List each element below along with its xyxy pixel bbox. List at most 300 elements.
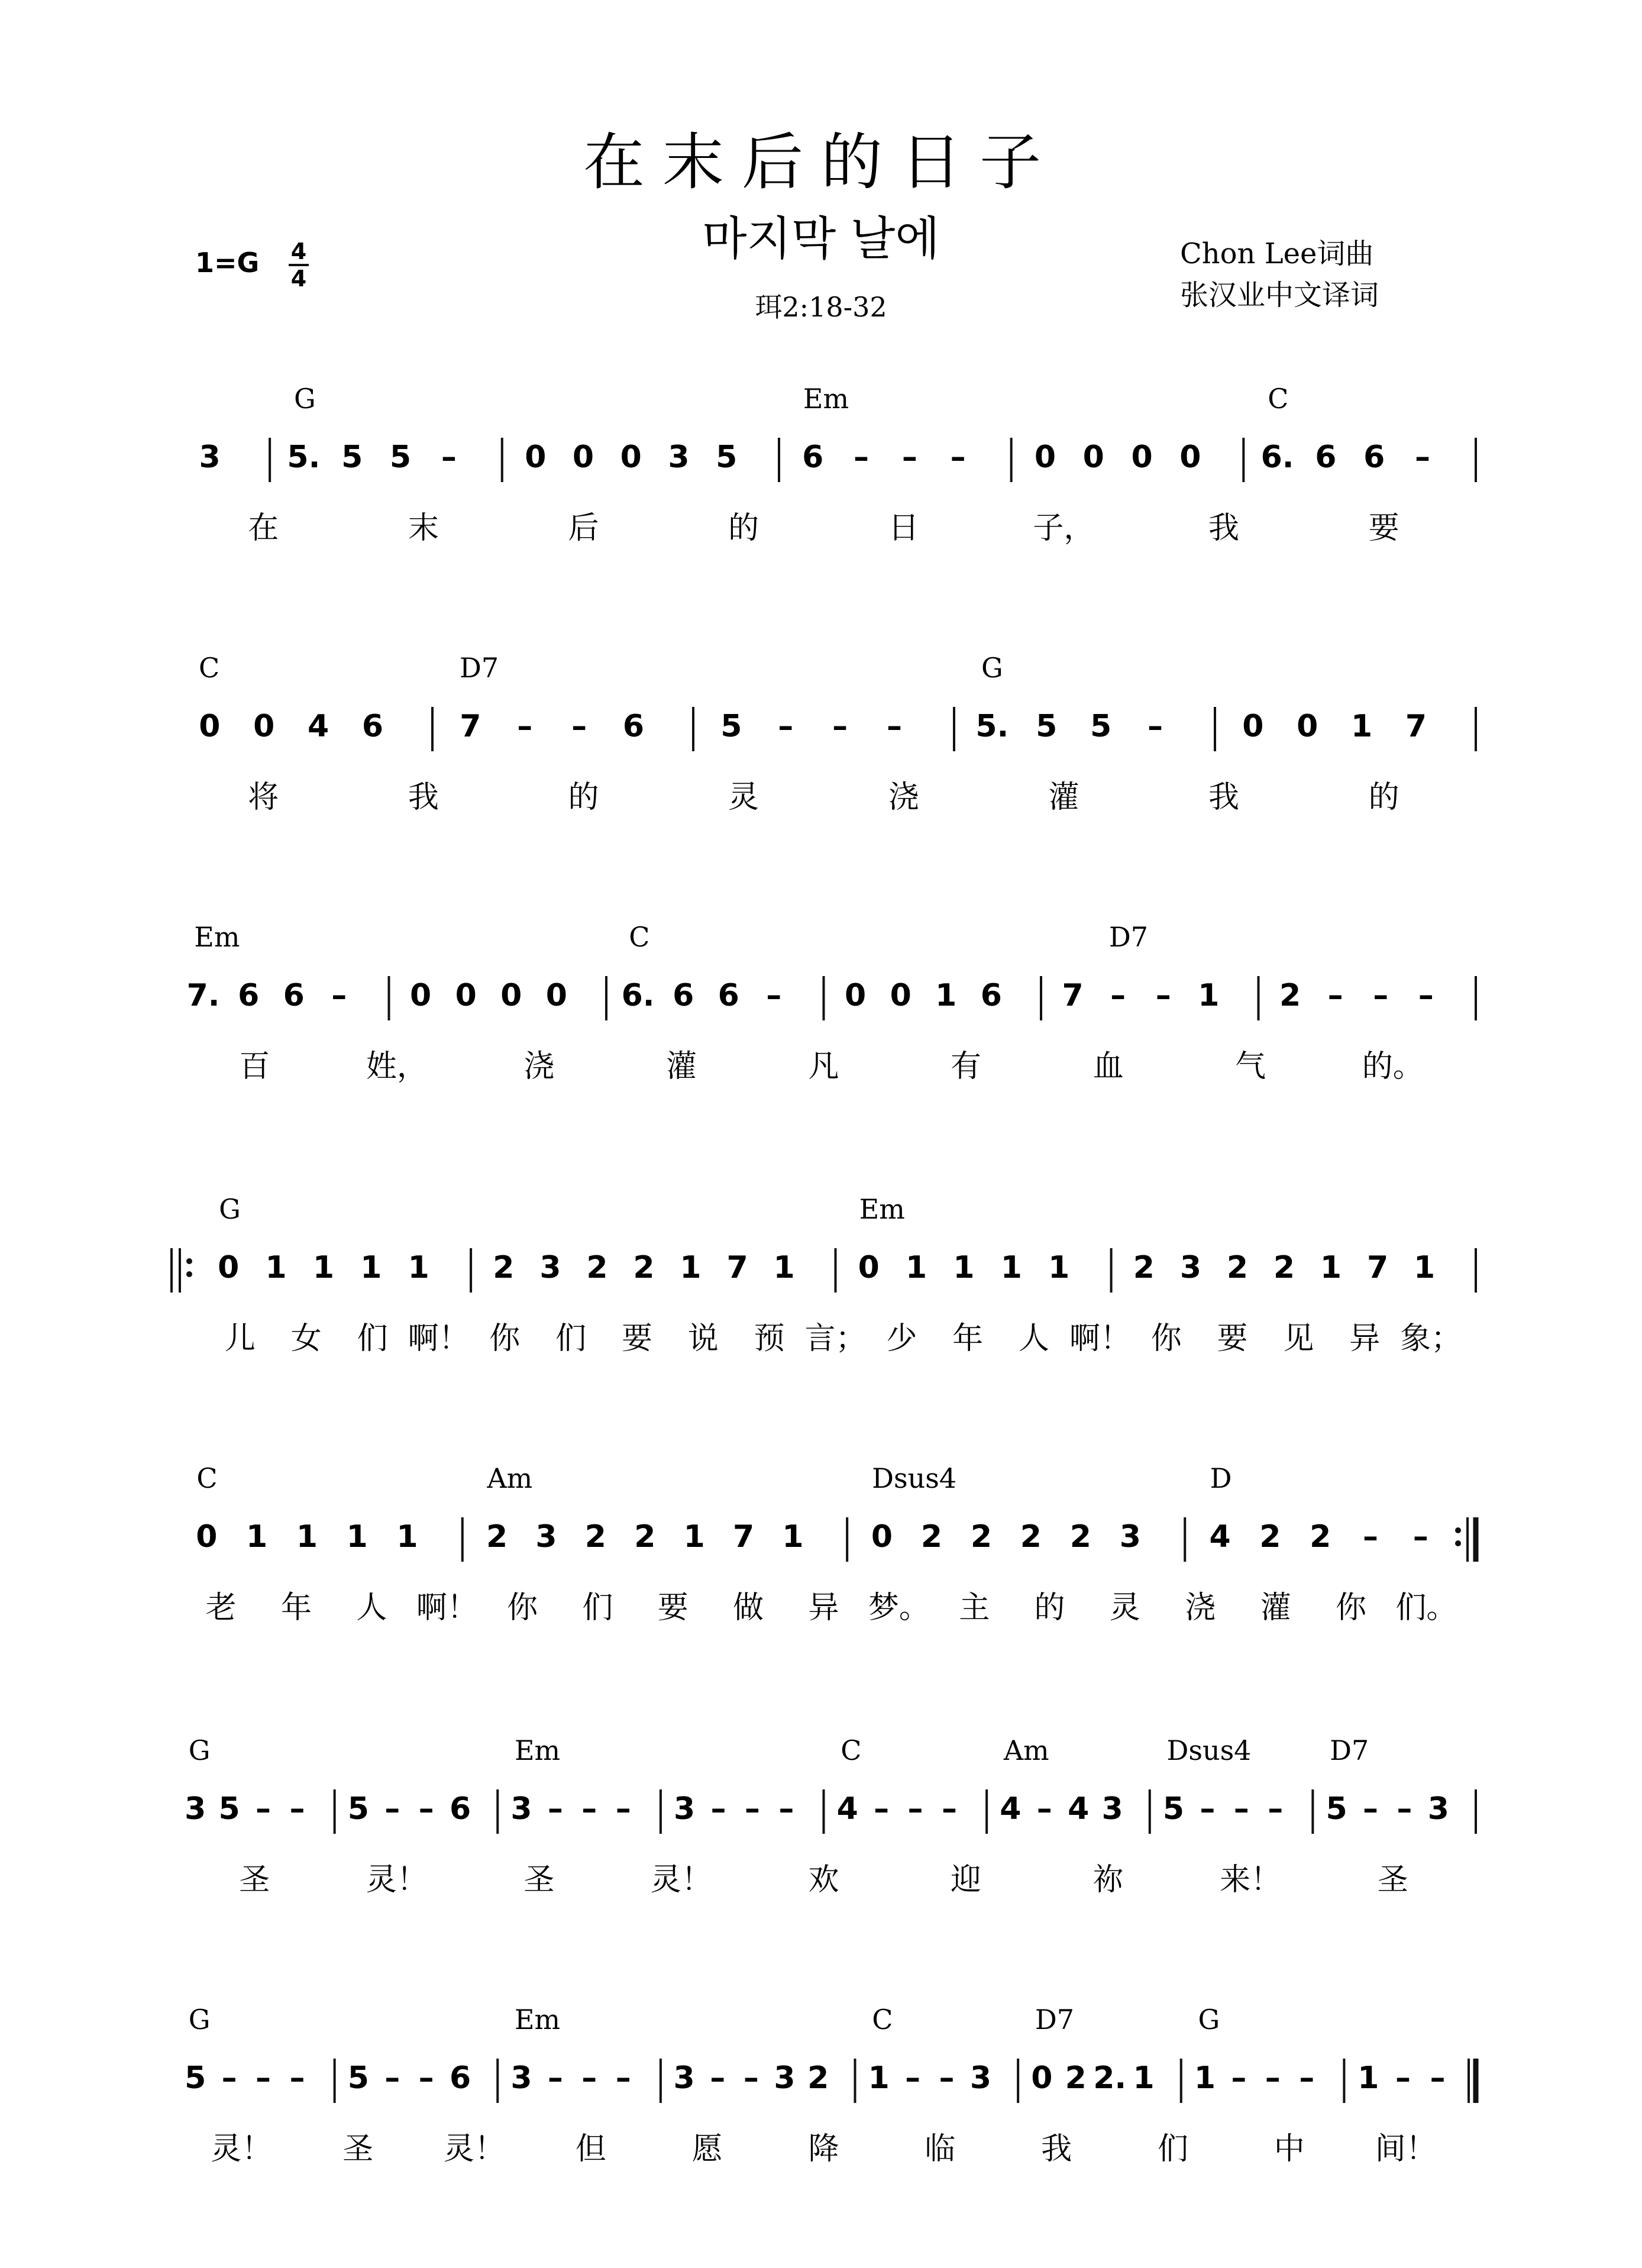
note: 1: [1133, 2060, 1155, 2096]
note: –: [384, 2060, 400, 2096]
note: –: [1430, 2060, 1446, 2096]
note: 2: [807, 2060, 829, 2096]
lyric-syllable: 灵！: [211, 2131, 273, 2167]
note: –: [517, 709, 533, 744]
lyric-syllable: 末: [408, 511, 439, 546]
lyric-syllable: 灵: [728, 780, 759, 815]
note: –: [1327, 978, 1343, 1013]
note: 1: [1048, 1250, 1070, 1285]
lyric-syllable: 老: [205, 1590, 237, 1626]
note: –: [1412, 1519, 1428, 1555]
note: 5: [218, 1791, 240, 1827]
note: –: [547, 2060, 563, 2096]
lyric-syllable: 的: [1368, 780, 1399, 815]
note: 0: [845, 978, 867, 1013]
note: 5: [347, 2060, 369, 2096]
note: 0: [1034, 440, 1056, 475]
note: 0: [196, 1519, 218, 1555]
note: 0: [1297, 709, 1318, 744]
chord-symbol: Am: [487, 1462, 533, 1494]
note: –: [778, 709, 794, 744]
note: 3: [199, 440, 221, 475]
note: –: [1397, 1791, 1412, 1827]
note: 2: [493, 1250, 515, 1285]
note: 3: [969, 2060, 992, 2096]
note: –: [874, 1791, 890, 1827]
note: –: [1362, 1791, 1378, 1827]
note: –: [1147, 709, 1163, 744]
lyric-syllable: 愿: [691, 2131, 723, 2167]
note: –: [615, 1791, 631, 1827]
chord-symbol: C: [198, 652, 220, 684]
note: –: [1155, 978, 1171, 1013]
note: 0: [500, 978, 522, 1013]
note: 4: [1209, 1519, 1231, 1555]
note: –: [418, 1791, 434, 1827]
note: 1: [396, 1519, 418, 1555]
note: –: [743, 2060, 759, 2096]
lyric-syllable: 血: [1092, 1049, 1124, 1084]
lyric-syllable: 凡: [808, 1049, 839, 1084]
note: –: [1299, 2060, 1315, 2096]
note: 4: [1000, 1791, 1022, 1827]
score-system: [199, 652, 1476, 815]
lyric-syllable: 要: [1368, 511, 1399, 546]
note: 3: [1179, 1250, 1202, 1285]
note: 1: [1194, 2060, 1216, 2096]
note: 0: [410, 978, 432, 1013]
lyric-syllable: 少: [886, 1321, 917, 1356]
time-signature-top: 4: [290, 238, 307, 264]
note: 2: [920, 1519, 943, 1555]
lyric-syllable: 灌: [1048, 780, 1079, 815]
chord-symbol: D: [1210, 1462, 1232, 1494]
chord-symbol: G: [1198, 2004, 1220, 2036]
lyric-syllable: 的: [1034, 1590, 1065, 1626]
note: 6: [283, 978, 305, 1013]
note: –: [1415, 440, 1431, 475]
chord-symbol: C: [629, 921, 650, 953]
chord-symbol: Em: [514, 1734, 561, 1766]
note: 2.: [1093, 2060, 1127, 2096]
note: –: [1231, 2060, 1247, 2096]
note: 1: [935, 978, 957, 1013]
note: –: [289, 2060, 305, 2096]
note: 0: [620, 440, 642, 475]
lyric-syllable: 啊！: [1069, 1321, 1131, 1356]
note: 2: [1020, 1519, 1042, 1555]
lyric-syllable: 浇: [1185, 1590, 1216, 1626]
lyric-syllable: 但: [575, 2131, 606, 2167]
repeat-dot: [186, 1258, 192, 1264]
note: 1: [1198, 978, 1220, 1013]
note: –: [950, 440, 966, 475]
note: –: [939, 2060, 955, 2096]
note: 2: [584, 1519, 606, 1555]
note: 3: [510, 2060, 532, 2096]
lyric-syllable: 年: [952, 1321, 984, 1356]
note: 2: [1069, 1519, 1091, 1555]
note: –: [289, 1791, 305, 1827]
chord-symbol: Am: [1003, 1734, 1049, 1766]
chord-symbol: Em: [514, 2004, 561, 2036]
note: –: [886, 709, 902, 744]
note: 6: [1315, 440, 1337, 475]
note: –: [547, 1791, 563, 1827]
note: 1: [1320, 1250, 1342, 1285]
lyric-syllable: 要: [1217, 1321, 1248, 1356]
lyric-syllable: 浇: [888, 780, 919, 815]
note: 2: [1273, 1250, 1295, 1285]
note: 6: [449, 2060, 471, 2096]
note: –: [1265, 2060, 1281, 2096]
note: –: [901, 440, 917, 475]
lyric-syllable: 要: [657, 1590, 689, 1626]
chord-symbol: C: [841, 1734, 862, 1766]
chord-symbol: D7: [459, 652, 499, 684]
note: 0: [858, 1250, 880, 1285]
note: 0: [545, 978, 567, 1013]
chord-symbol: G: [188, 1734, 211, 1766]
note: 6: [622, 709, 645, 744]
note: –: [615, 2060, 631, 2096]
chord-symbol: C: [196, 1462, 218, 1494]
note: 0: [572, 440, 594, 475]
lyric-syllable: 的: [728, 511, 759, 546]
note: 7: [1366, 1250, 1389, 1285]
note: –: [1418, 978, 1434, 1013]
lyric-syllable: 祢: [1092, 1862, 1124, 1898]
lyric-syllable: 日: [888, 511, 919, 546]
note: 5: [716, 440, 738, 475]
repeat-dot: [1455, 1540, 1461, 1546]
note: 0: [525, 440, 547, 475]
note: –: [744, 1791, 760, 1827]
lyric-syllable: 人: [1019, 1321, 1050, 1356]
score-system: [172, 1193, 1476, 1356]
note: –: [1200, 1791, 1216, 1827]
note: 3: [673, 2060, 695, 2096]
note: 6: [980, 978, 1002, 1013]
lyric-syllable: 你: [489, 1321, 521, 1356]
chord-symbol: Em: [859, 1193, 905, 1225]
note: 4: [1068, 1791, 1090, 1827]
note: 6: [1363, 440, 1385, 475]
note: 0: [455, 978, 477, 1013]
note: 5.: [287, 440, 321, 475]
lyric-syllable: 我: [408, 780, 439, 815]
lyric-syllable: 我: [1208, 780, 1240, 815]
note: –: [1036, 1791, 1052, 1827]
note: 2: [633, 1250, 655, 1285]
note: 2: [1259, 1519, 1281, 1555]
note: 5: [389, 440, 412, 475]
note: 2: [1279, 978, 1301, 1013]
note: 3: [774, 2060, 796, 2096]
note: 5: [1036, 709, 1058, 744]
note: 4: [836, 1791, 858, 1827]
lyric-syllable: 圣: [239, 1862, 270, 1898]
lyric-syllable: 异: [808, 1590, 839, 1626]
lyric-syllable: 要: [621, 1321, 652, 1356]
note: 0: [890, 978, 911, 1013]
note: 1: [773, 1250, 795, 1285]
note: 7: [726, 1250, 748, 1285]
lyric-syllable: 梦。: [868, 1590, 930, 1626]
note: 3: [539, 1250, 561, 1285]
chord-symbol: C: [1268, 383, 1289, 415]
note: 1: [312, 1250, 335, 1285]
note: 3: [510, 1791, 532, 1827]
credit-lyrics-music: Chon Lee词曲: [1180, 237, 1374, 270]
note: –: [571, 709, 587, 744]
note: 7: [1062, 978, 1084, 1013]
score-system: [199, 383, 1476, 546]
note: 1: [408, 1250, 429, 1285]
note: 1: [1000, 1250, 1022, 1285]
note: 3: [1427, 1791, 1449, 1827]
note: 1: [296, 1519, 318, 1555]
lyric-syllable: 姓，: [366, 1049, 428, 1084]
note: 7: [1405, 709, 1427, 744]
note: 3: [668, 440, 690, 475]
lyric-syllable: 在: [248, 511, 279, 546]
lyric-syllable: 百: [239, 1049, 270, 1084]
note: –: [1373, 978, 1389, 1013]
note: 1: [265, 1250, 287, 1285]
lyric-syllable: 间！: [1375, 2131, 1437, 2167]
lyric-syllable: 灵！: [650, 1862, 712, 1898]
note: 1: [246, 1519, 268, 1555]
chord-symbol: G: [294, 383, 316, 415]
score-system: [185, 2004, 1476, 2167]
note: 1: [953, 1250, 975, 1285]
lyric-syllable: 有: [951, 1049, 982, 1084]
note: 1: [1350, 709, 1373, 744]
lyric-syllable: 圣: [1377, 1862, 1408, 1898]
note: 5: [185, 2060, 206, 2096]
key-signature: [195, 238, 309, 292]
note: 0: [1082, 440, 1104, 475]
chord-symbol: D7: [1330, 1734, 1369, 1766]
lyric-syllable: 女: [290, 1321, 322, 1356]
lyric-syllable: 临: [925, 2131, 956, 2167]
note: 4: [307, 709, 329, 744]
lyric-syllable: 象；: [1400, 1321, 1462, 1356]
note: 1: [360, 1250, 382, 1285]
note: 1: [683, 1519, 705, 1555]
note: –: [854, 440, 870, 475]
lyric-syllable: 灵！: [444, 2131, 506, 2167]
lyric-syllable: 你: [507, 1590, 538, 1626]
note: –: [710, 2060, 726, 2096]
note: 6.: [1260, 440, 1294, 475]
note: 1: [868, 2060, 890, 2096]
note: 3: [535, 1519, 557, 1555]
lyric-syllable: 圣: [523, 1862, 555, 1898]
note: 1: [1357, 2060, 1379, 2096]
note: 2: [1310, 1519, 1331, 1555]
note: 6: [449, 1791, 471, 1827]
lyric-syllable: 见: [1283, 1321, 1314, 1356]
lyric-syllable: 灌: [1260, 1590, 1291, 1626]
note: 0: [199, 709, 221, 744]
note: –: [907, 1791, 923, 1827]
note: –: [221, 2060, 237, 2096]
note: –: [832, 709, 848, 744]
note: 6.: [621, 978, 655, 1013]
score-systems: [172, 383, 1476, 2167]
scripture-reference: 珥2:18-32: [755, 291, 887, 323]
note: 2: [486, 1519, 508, 1555]
note: 5: [1162, 1791, 1185, 1827]
note: –: [441, 440, 457, 475]
lyric-syllable: 我: [1208, 511, 1240, 546]
note: –: [1362, 1519, 1378, 1555]
lyric-syllable: 将: [248, 780, 279, 815]
note: 2: [1226, 1250, 1249, 1285]
lyric-syllable: 儿: [224, 1321, 256, 1356]
note: 0: [1031, 2060, 1053, 2096]
note: 5.: [975, 709, 1009, 744]
note: 5: [1090, 709, 1112, 744]
note: –: [384, 1791, 400, 1827]
note: 2: [970, 1519, 993, 1555]
note: 3: [1119, 1519, 1141, 1555]
chord-symbol: D7: [1035, 2004, 1074, 2036]
note: 7: [460, 709, 481, 744]
lyric-syllable: 灌: [665, 1049, 697, 1084]
lyric-syllable: 你: [1335, 1590, 1366, 1626]
note: 6: [238, 978, 260, 1013]
lyric-syllable: 降: [808, 2131, 839, 2167]
chord-symbol: Em: [194, 921, 240, 953]
repeat-dot: [1455, 1527, 1461, 1533]
note: 2: [586, 1250, 608, 1285]
note: –: [581, 1791, 597, 1827]
lyric-syllable: 来！: [1220, 1862, 1282, 1898]
note: 1: [1413, 1250, 1436, 1285]
credit-chinese-translation: 张汉业中文译词: [1180, 279, 1379, 312]
score-system: [185, 1734, 1476, 1898]
note: 6: [673, 978, 694, 1013]
note: –: [778, 1791, 794, 1827]
note: 5: [720, 709, 742, 744]
note: 2: [1065, 2060, 1087, 2096]
lyric-syllable: 欢: [808, 1862, 839, 1898]
note: 0: [871, 1519, 893, 1555]
lyric-syllable: 气: [1235, 1049, 1266, 1084]
note: –: [905, 2060, 921, 2096]
note: 2: [634, 1519, 656, 1555]
lyric-syllable: 预: [754, 1321, 785, 1356]
note: 1: [782, 1519, 804, 1555]
note: 5: [347, 1791, 369, 1827]
note: –: [710, 1791, 726, 1827]
note: 2: [1133, 1250, 1155, 1285]
note: –: [1268, 1791, 1284, 1827]
lyric-syllable: 啊！: [416, 1590, 478, 1626]
lyric-syllable: 言；: [804, 1321, 867, 1356]
chord-symbol: Dsus4: [872, 1462, 957, 1494]
chord-symbol: C: [872, 2004, 893, 2036]
chord-symbol: Dsus4: [1166, 1734, 1252, 1766]
note: 0: [253, 709, 275, 744]
lyric-syllable: 说: [687, 1321, 719, 1356]
lyric-syllable: 主: [959, 1590, 990, 1626]
lyric-syllable: 中: [1273, 2131, 1305, 2167]
repeat-dot: [186, 1271, 192, 1277]
lyric-syllable: 浇: [523, 1049, 555, 1084]
lyric-syllable: 人: [356, 1590, 387, 1626]
lyric-syllable: 们。: [1395, 1590, 1457, 1626]
note: 6: [802, 440, 824, 475]
lyric-syllable: 们: [1157, 2131, 1188, 2167]
score-system: [187, 921, 1476, 1084]
note: 0: [1242, 709, 1264, 744]
note: 6: [361, 709, 384, 744]
note: 0: [1131, 440, 1153, 475]
lyric-syllable: 们: [357, 1321, 388, 1356]
chord-symbol: G: [188, 2004, 211, 2036]
song-title: 在末后的日子: [583, 126, 1059, 198]
note: –: [418, 2060, 434, 2096]
note: 0: [1179, 440, 1201, 475]
note: –: [766, 978, 782, 1013]
note: 7: [732, 1519, 755, 1555]
lyric-syllable: 们: [582, 1590, 613, 1626]
note: –: [331, 978, 347, 1013]
note: –: [581, 2060, 597, 2096]
note: –: [1110, 978, 1126, 1013]
lyric-syllable: 异: [1349, 1321, 1381, 1356]
lyric-syllable: 子，: [1033, 511, 1095, 546]
lyric-syllable: 我: [1041, 2131, 1072, 2167]
note: 3: [673, 1791, 696, 1827]
note: 1: [906, 1250, 927, 1285]
lyric-syllable: 们: [555, 1321, 587, 1356]
score-system: [196, 1462, 1476, 1626]
lyric-syllable: 啊！: [408, 1321, 470, 1356]
lyric-syllable: 的: [568, 780, 599, 815]
chord-symbol: Em: [803, 383, 849, 415]
note: –: [256, 2060, 271, 2096]
note: –: [1395, 2060, 1411, 2096]
note: 0: [218, 1250, 240, 1285]
lyric-syllable: 灵！: [366, 1862, 428, 1898]
lyric-syllable: 年: [281, 1590, 312, 1626]
note: 1: [680, 1250, 702, 1285]
lyric-syllable: 后: [568, 511, 599, 546]
song-subtitle-korean: 마지막 날에: [702, 212, 940, 266]
note: –: [1233, 1791, 1249, 1827]
lyric-syllable: 你: [1150, 1321, 1182, 1356]
lyric-syllable: 做: [733, 1590, 764, 1626]
note: 7.: [186, 978, 220, 1013]
chord-symbol: G: [219, 1193, 241, 1225]
time-signature-bottom: 4: [290, 266, 307, 292]
note: –: [256, 1791, 271, 1827]
note: –: [941, 1791, 957, 1827]
note: 6: [717, 978, 739, 1013]
chord-symbol: G: [981, 652, 1003, 684]
note: 3: [1101, 1791, 1123, 1827]
note: 1: [346, 1519, 368, 1555]
lyric-syllable: 圣: [342, 2131, 374, 2167]
lyric-syllable: 灵: [1109, 1590, 1140, 1626]
note: 5: [1326, 1791, 1347, 1827]
note: 3: [185, 1791, 206, 1827]
